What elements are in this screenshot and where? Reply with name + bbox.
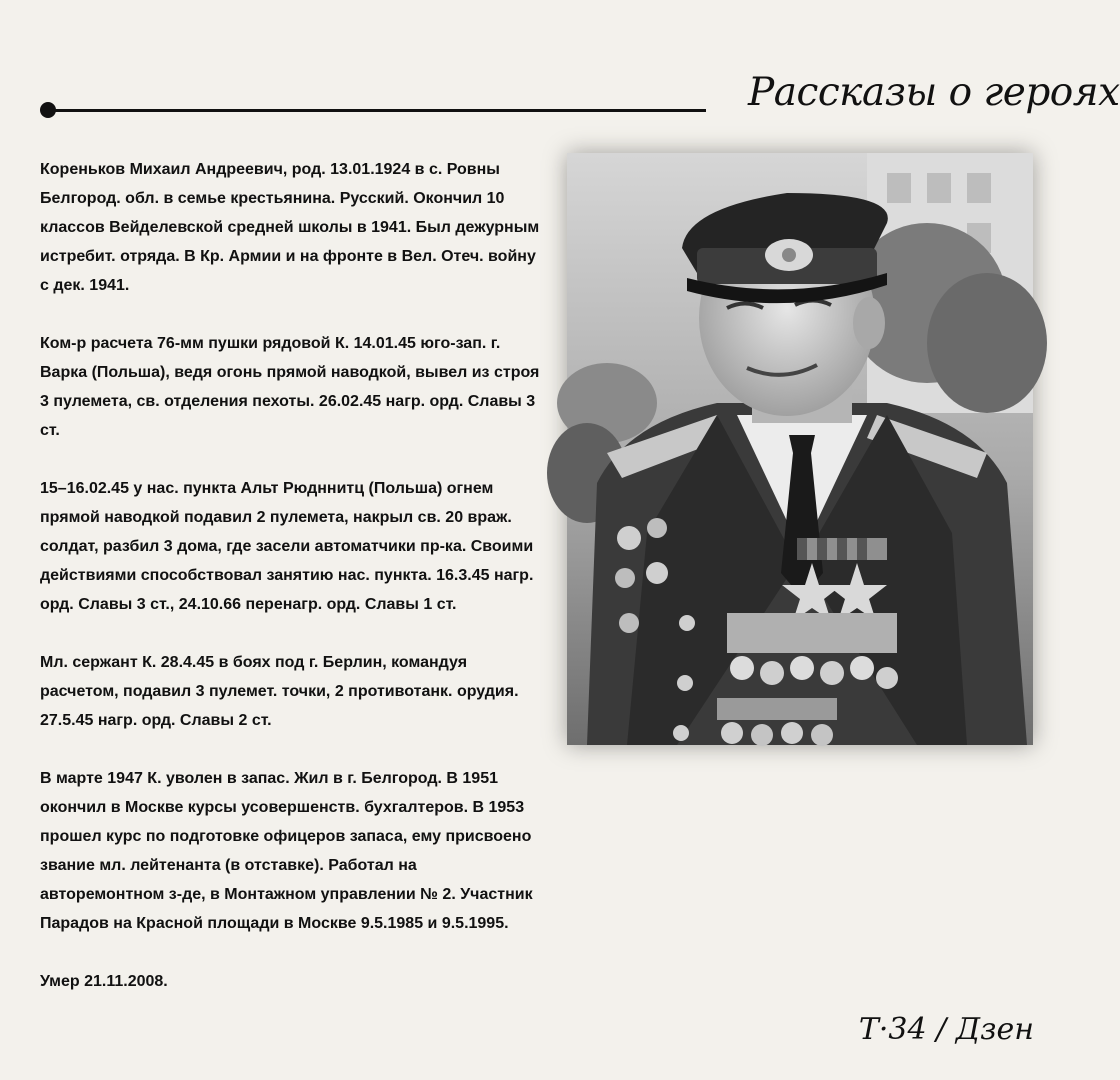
bio-paragraph-varka: Ком-р расчета 76-мм пушки рядовой К. 14.01.45 юго-зап. г. Варка (Польша), ведя огонь прямой наводкой, вывел из строя 3 пулемета, св. отделения пехоты. 26.02.45 нагр. орд. Славы 3 ст.: [40, 335, 540, 439]
bio-paragraph-alt-rudnitz: 15–16.02.45 у нас. пункта Альт Рюдннитц (Польша) огнем прямой наводкой подавил 2 пулемета, накрыл св. 20 враж. солдат, разбил 3 дома, где засели автоматчики пр-ка. Своими действиями способствовал занятию нас. пункта. 16.3.45 нагр. орд. Славы 3 ст., 24.10.66 перенагр. орд. Славы 1 ст.: [40, 480, 534, 613]
bio-paragraph-postwar: В марте 1947 К. уволен в запас. Жил в г. Белгород. В 1951 окончил в Москве курсы усовершенств. бухгалтеров. В 1953 прошел курс по подготовке офицеров запаса, ему присвоено звание мл. лейтенанта (в отставке). Работал на авторемонтном з-де, в Монтажном управлении № 2. Участник Парадов на Красной площади в Москве 9.5.1985 и 9.5.1995.: [40, 770, 533, 932]
section-title: Рассказы о героях: [748, 70, 1120, 115]
veteran-portrait-photo: [567, 153, 1033, 745]
bio-paragraph-berlin: Мл. сержант К. 28.4.45 в боях под г. Берлин, командуя расчетом, подавил 3 пулемет. точки, 2 противотанк. орудия. 27.5.45 нагр. орд. Славы 2 ст.: [40, 654, 519, 729]
portrait-illustration: [567, 153, 1033, 745]
bio-paragraph-birth: Кореньков Михаил Андреевич, род. 13.01.1924 в с. Ровны Белгород. обл. в семье крестьянина. Русский. Окончил 10 классов Вейделевской средней школы в 1941. Был дежурным истребит. отряда. В Кр. Армии и на фронте в Вел. Отеч. войну с дек. 1941.: [40, 161, 540, 294]
biography-text: [40, 155, 540, 996]
bio-paragraph-death: Умер 21.11.2008.: [40, 973, 168, 990]
source-credit: Т·34 / Дзен: [858, 1012, 1034, 1047]
rule-line: [46, 109, 706, 112]
